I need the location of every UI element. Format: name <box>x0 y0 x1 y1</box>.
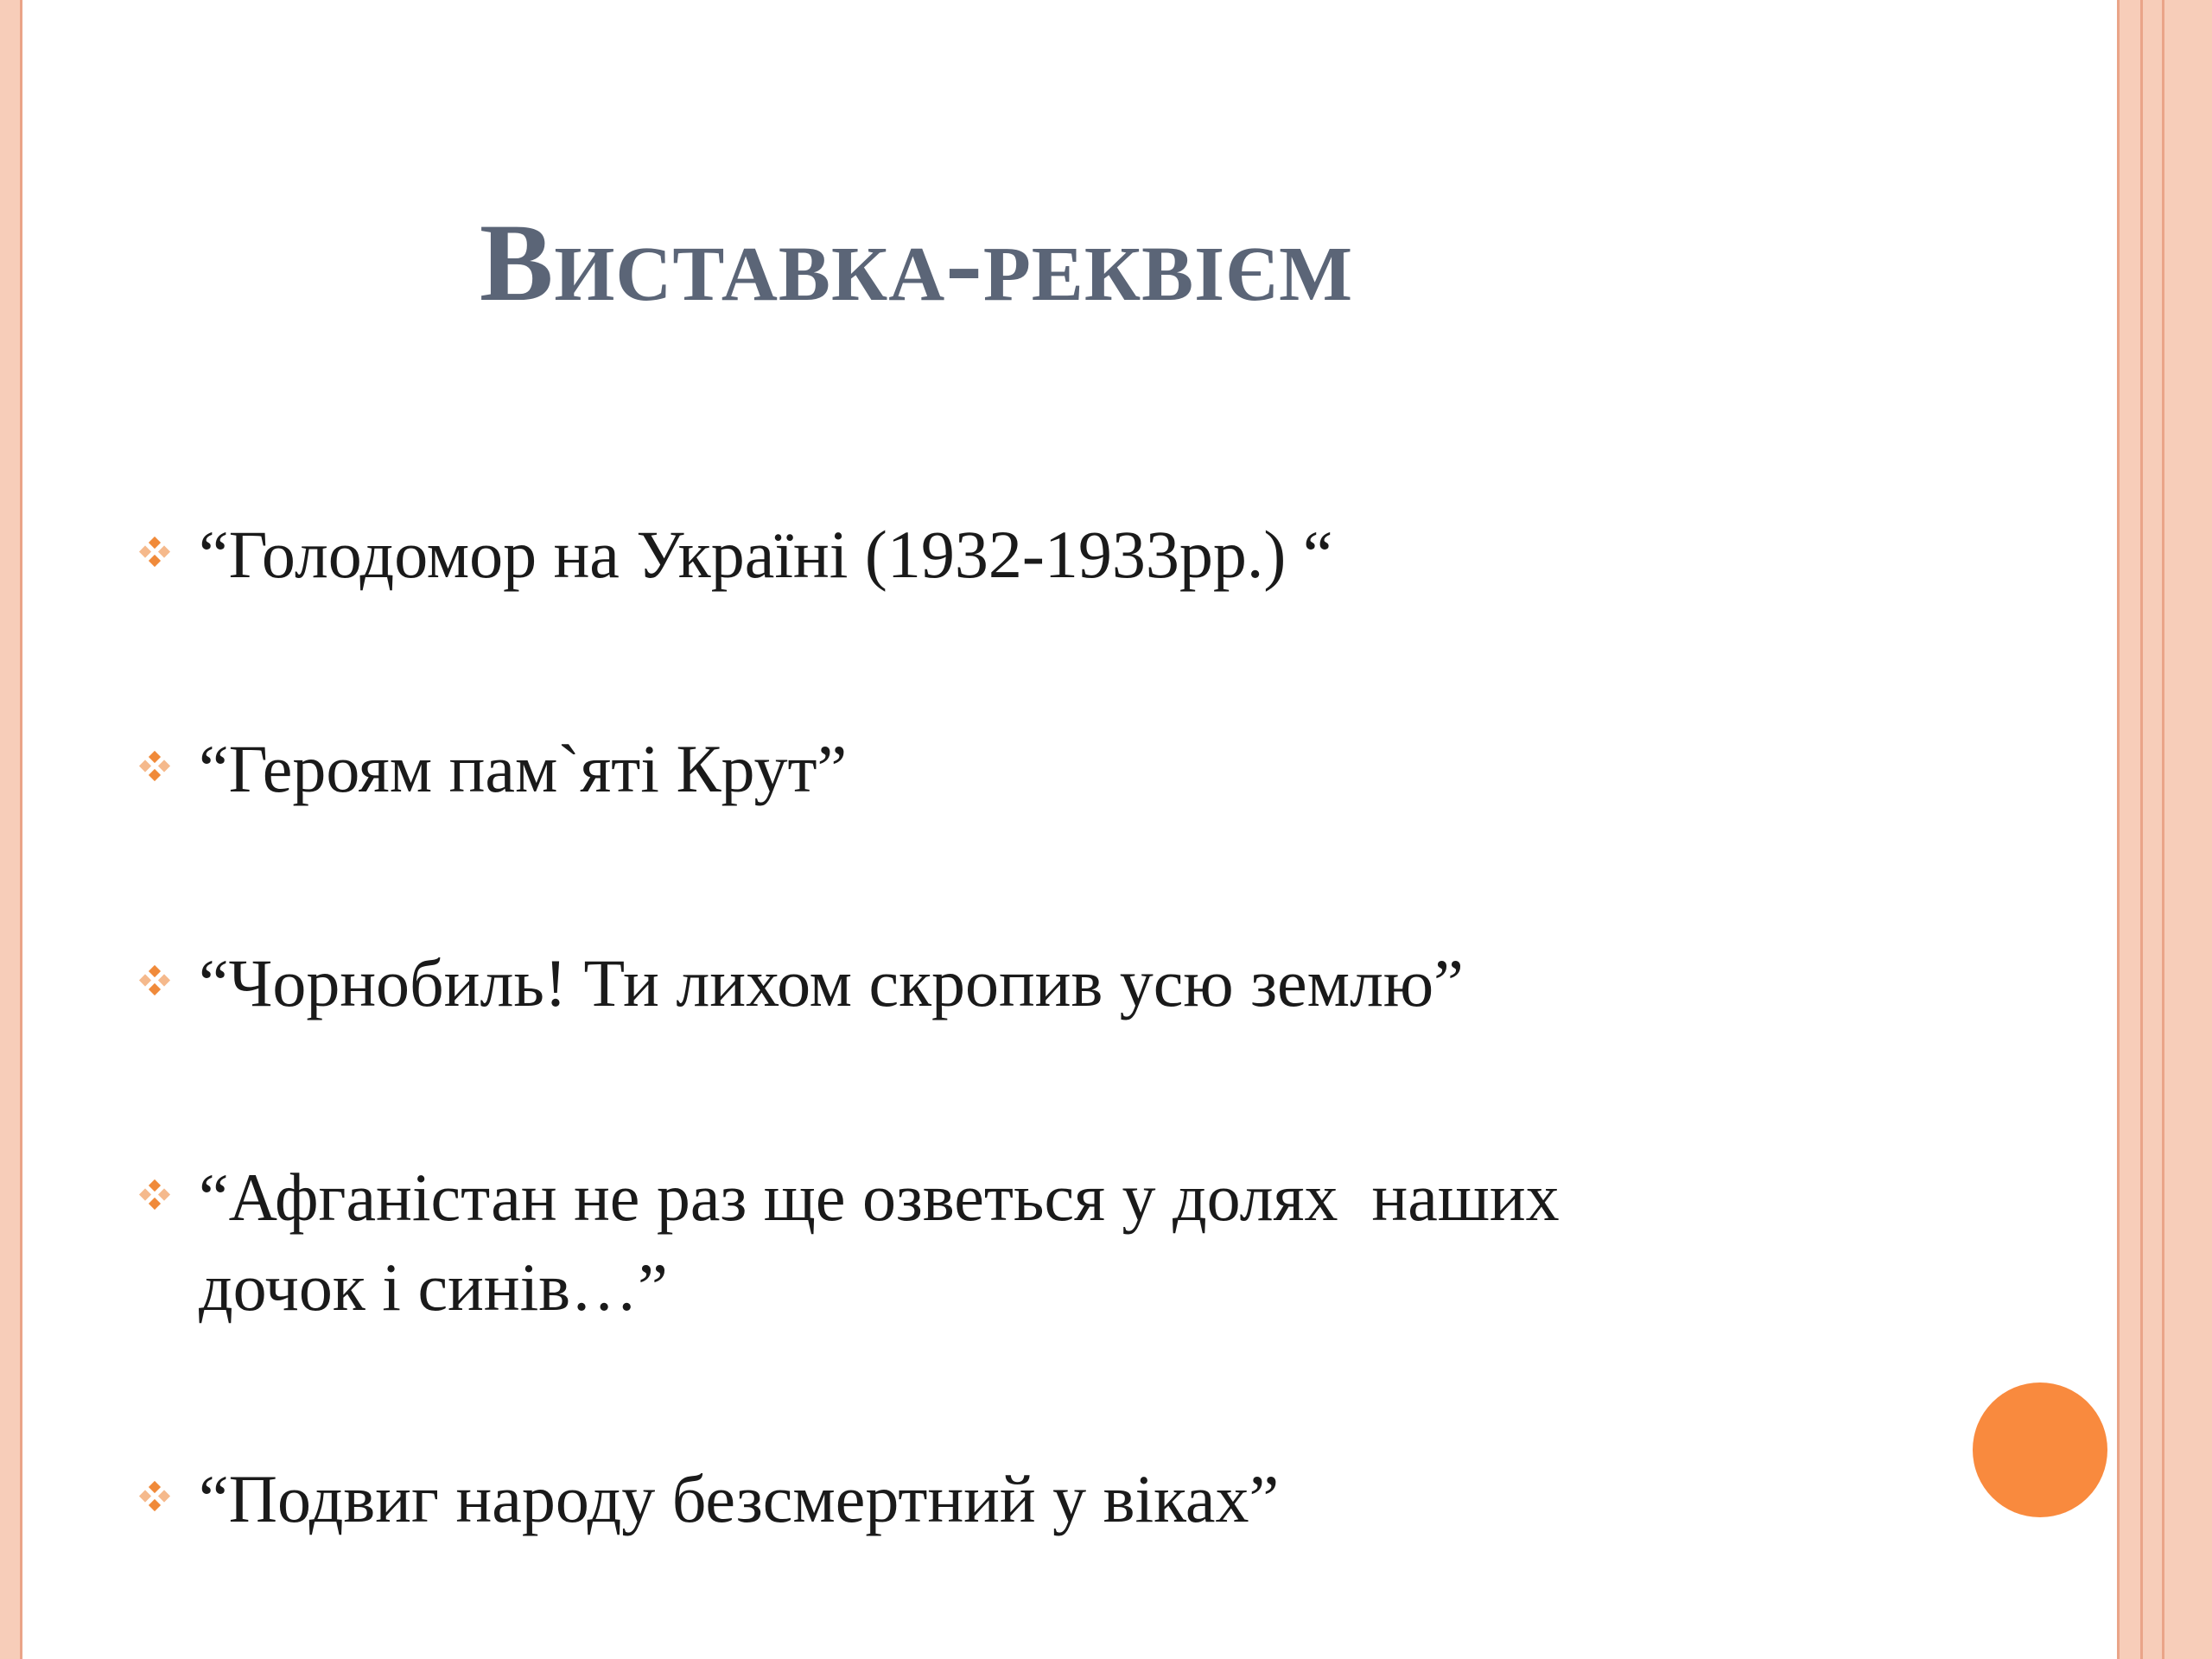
right-frame-band <box>2143 0 2162 1659</box>
right-frame-band <box>2120 0 2140 1659</box>
bullet-text: “Афганістан не раз ще озветься у долях наших дочок і синів…” <box>199 1160 1560 1325</box>
four-diamond-bullet-icon <box>138 1179 173 1213</box>
four-diamond-bullet-icon <box>138 536 173 570</box>
bullet-text: “Подвиг народу безсмертний у віках” <box>199 1461 1280 1536</box>
right-frame-band <box>2164 0 2212 1659</box>
four-diamond-bullet-icon <box>138 750 173 785</box>
orange-circle-decoration <box>1973 1382 2107 1517</box>
left-frame-band <box>0 0 20 1659</box>
bullet-text: “Чорнобиль! Ти лихом скропив усю землю” <box>199 945 1464 1020</box>
four-diamond-bullet-icon <box>138 964 173 999</box>
four-diamond-bullet-icon <box>138 1480 173 1515</box>
bullet-text: “Голодомор на Україні (1932-1933рр.) “ <box>199 517 1333 592</box>
slide-title: Виставка-реквієм <box>480 201 1354 324</box>
bullet-text: “Героям пам`яті Крут” <box>199 731 848 806</box>
left-frame-line <box>20 0 22 1659</box>
